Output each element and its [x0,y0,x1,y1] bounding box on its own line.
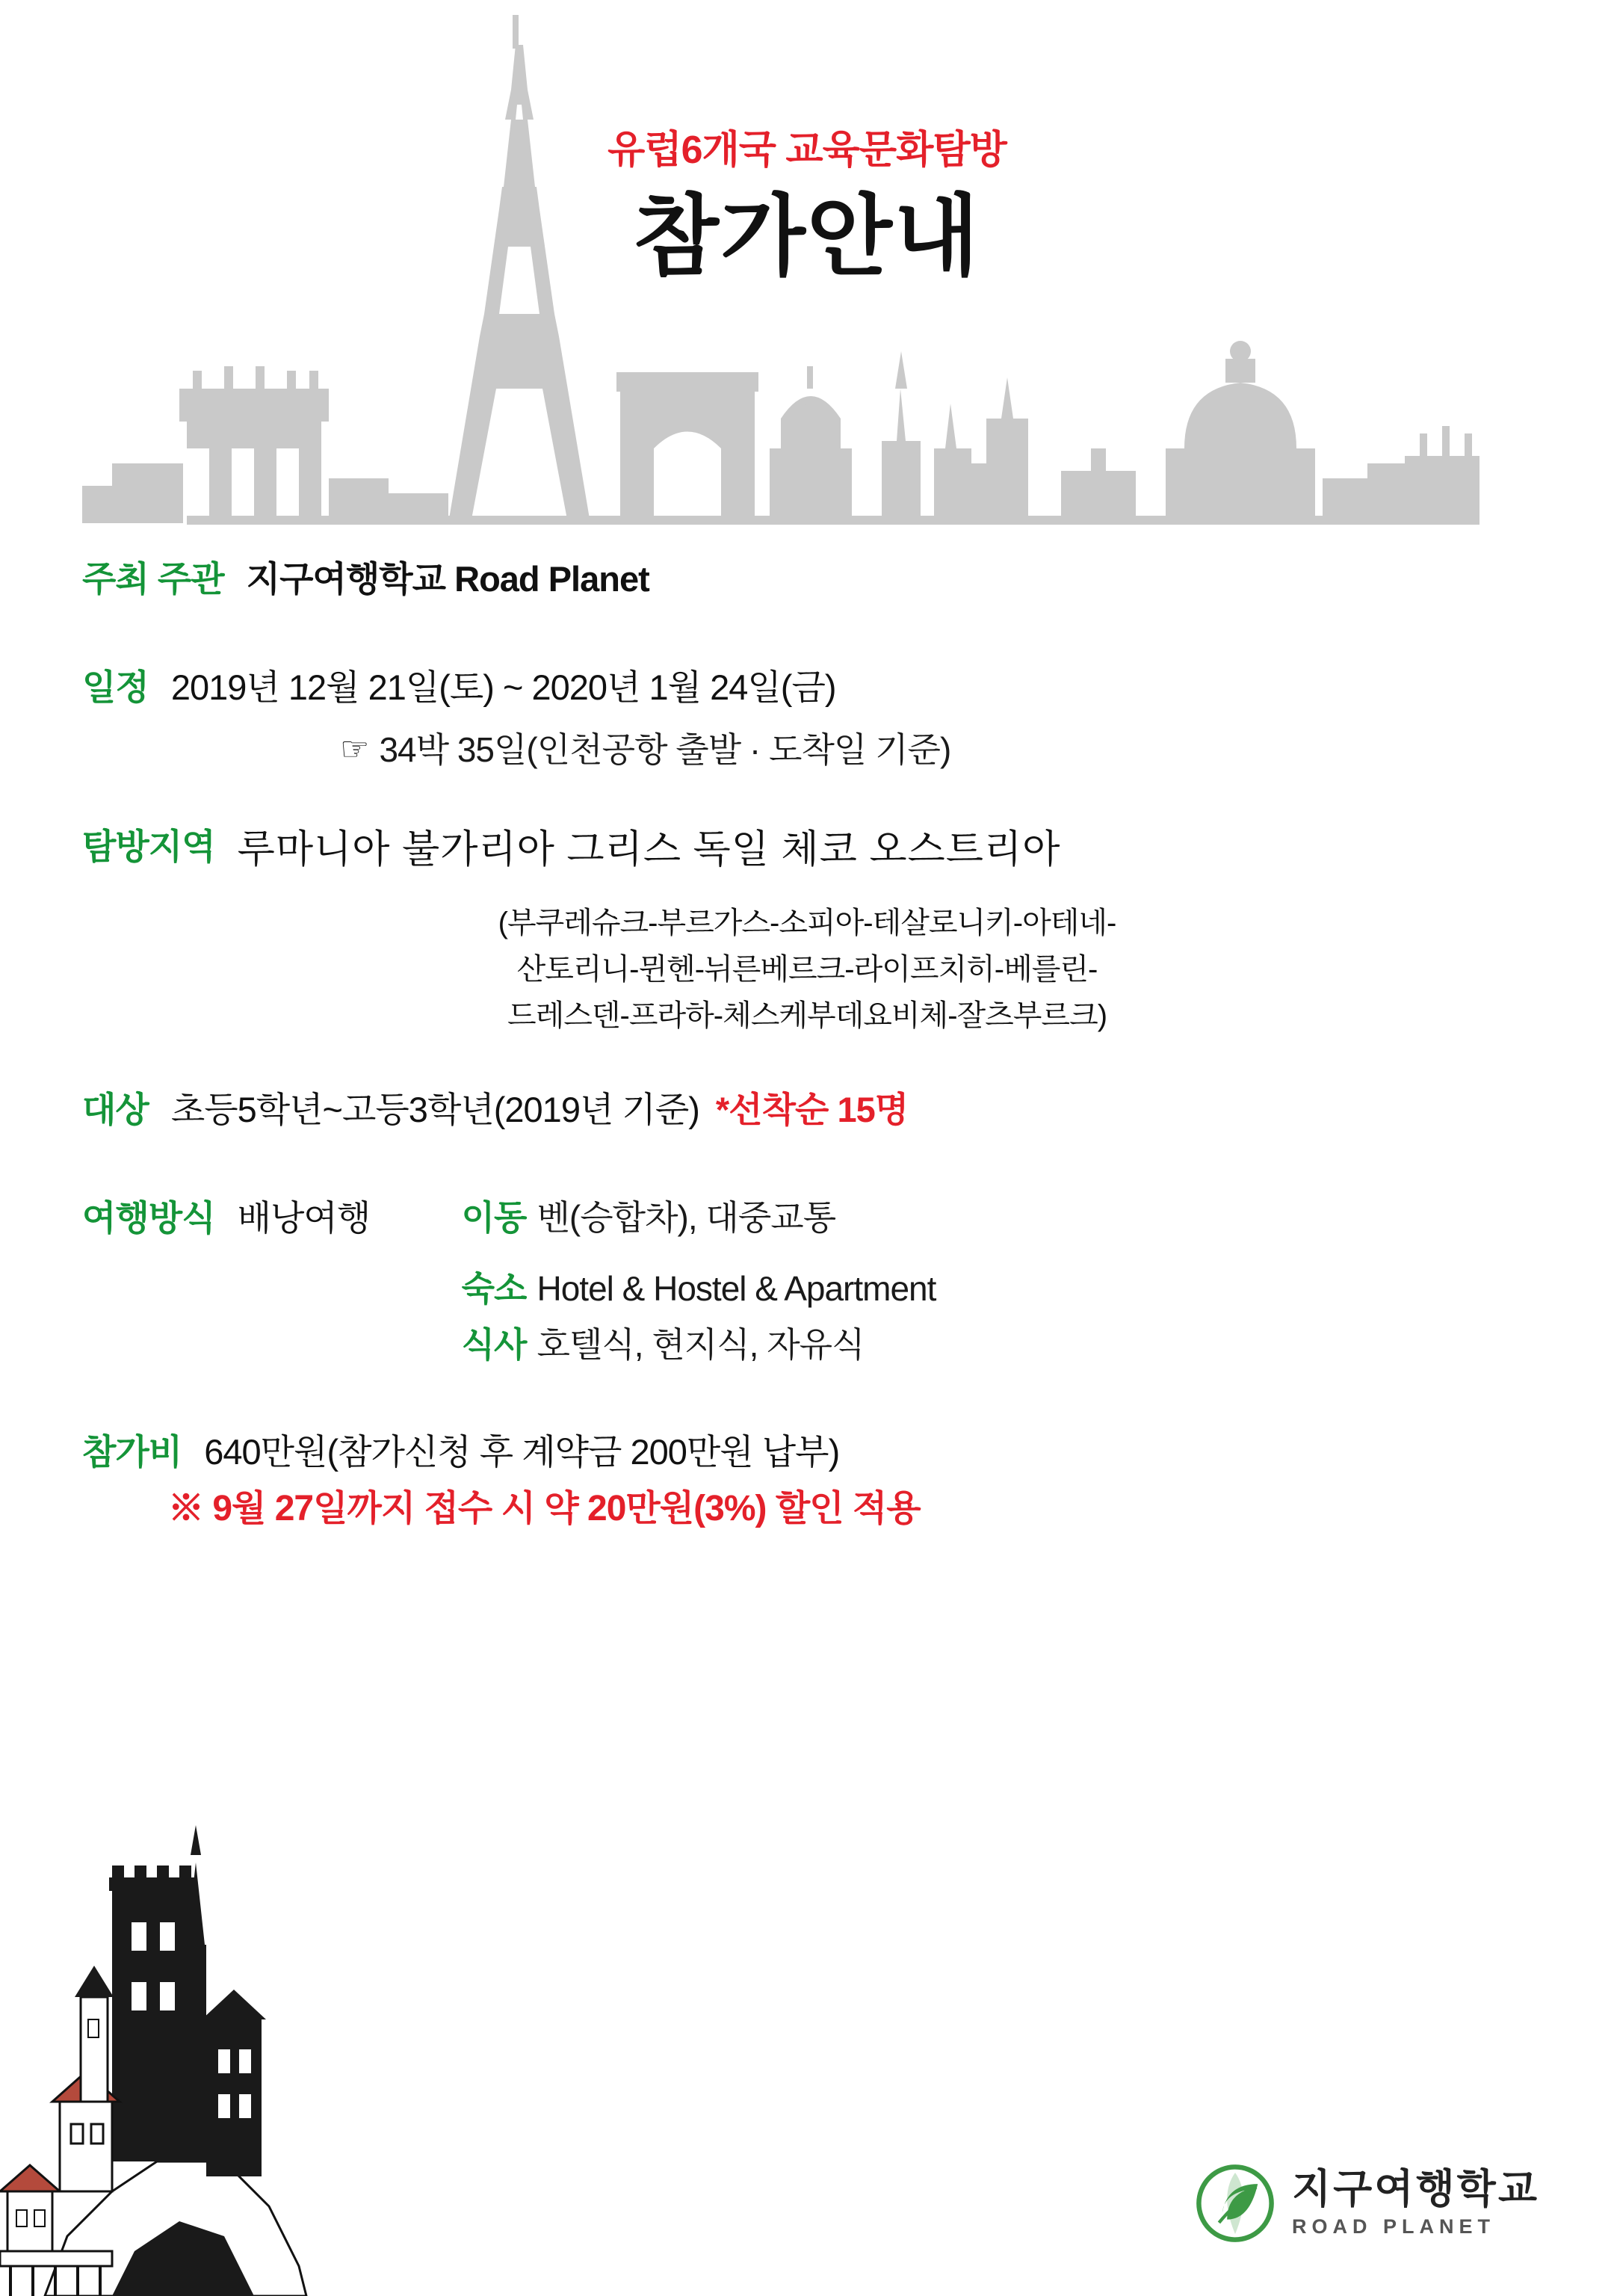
travel-item-value: Hotel & Hostel & Apartment [537,1268,936,1308]
logo-text-block [1292,2168,1539,2238]
fee-value: 640만원(참가신청 후 계약금 200만원 납부) [204,1431,840,1472]
regions-cities-line: 드레스덴-프라하-체스케부데요비체-잘츠부르크) [507,999,1107,1032]
poster-header [0,0,1614,553]
host-label: 주최 주관 [82,559,224,599]
travel-style-label: 여행방식 [82,1197,215,1238]
castle-illustration [0,1773,568,2296]
travel-item-key: 숙소 [461,1268,527,1308]
fee-row [0,1426,1614,1479]
regions-cities-line: 산토리니-뮌헨-뉘른베르크-라이프치히-베를린- [516,953,1098,986]
travel-item-key: 이동 [461,1197,527,1237]
spacer [0,1381,1614,1426]
travel-item-lodging [462,1263,936,1315]
regions-row [0,821,1614,879]
poster-body [0,553,1614,1535]
logo-name: 지구여행학교 [1292,2167,1539,2212]
target-row [0,1084,1614,1137]
target-label: 대상 [82,1090,149,1129]
fee-discount-note: ※ 9월 27일까지 접수 시 약 20만원(3%) 할인 적용 [168,1489,921,1528]
regions-label: 탐방지역 [82,827,215,866]
spacer [0,1147,1614,1192]
travel-style-value: 배낭여행 [237,1197,371,1238]
fee-label: 참가비 [82,1431,182,1472]
spacer [0,1039,1614,1084]
leaf-globe-icon [1195,2163,1276,2244]
host-value: 지구여행학교 Road Planet [246,559,649,599]
target-value: 초등5학년~고등3학년(2019년 기준) [170,1090,699,1129]
logo-subtitle: ROAD PLANET [1292,2215,1496,2238]
page-title: 참가안내 [634,188,980,287]
regions-cities-line: (부쿠레슈크-부르가스-소피아-테살로니키-아테네- [498,907,1116,939]
travel-item-transport [462,1192,936,1244]
regions-countries: 루마니아 불가리아 그리스 독일 체코 오스트리아 [237,828,1061,871]
spacer [0,617,1614,661]
travel-item-meals [462,1319,936,1371]
travel-style-row [0,1192,1614,1371]
schedule-value: 2019년 12월 21일(토) ~ 2020년 1월 24일(금) [170,667,836,707]
schedule-label: 일정 [82,667,149,707]
travel-item-value: 호텔식, 현지식, 자유식 [537,1324,865,1364]
schedule-row [0,661,1614,715]
schedule-detail: 34박 35일(인천공항 출발 · 도착일 기준) [379,730,951,769]
pointing-hand-icon: ☞ [340,731,369,768]
travel-item-value: 벤(승합차), 대중교통 [537,1197,836,1237]
spacer [0,776,1614,821]
travel-item-key: 식사 [461,1324,527,1364]
host-row [0,553,1614,606]
header-text-block [0,127,1614,293]
brand-logo [1195,2163,1539,2244]
travel-style-items [462,1192,936,1371]
schedule-detail-line [0,724,1614,776]
regions-cities [0,889,1614,1039]
poster-subtitle: 유럽6개국 교육문화탐방 [607,129,1007,172]
target-highlight: *선착순 15명 [715,1090,909,1129]
